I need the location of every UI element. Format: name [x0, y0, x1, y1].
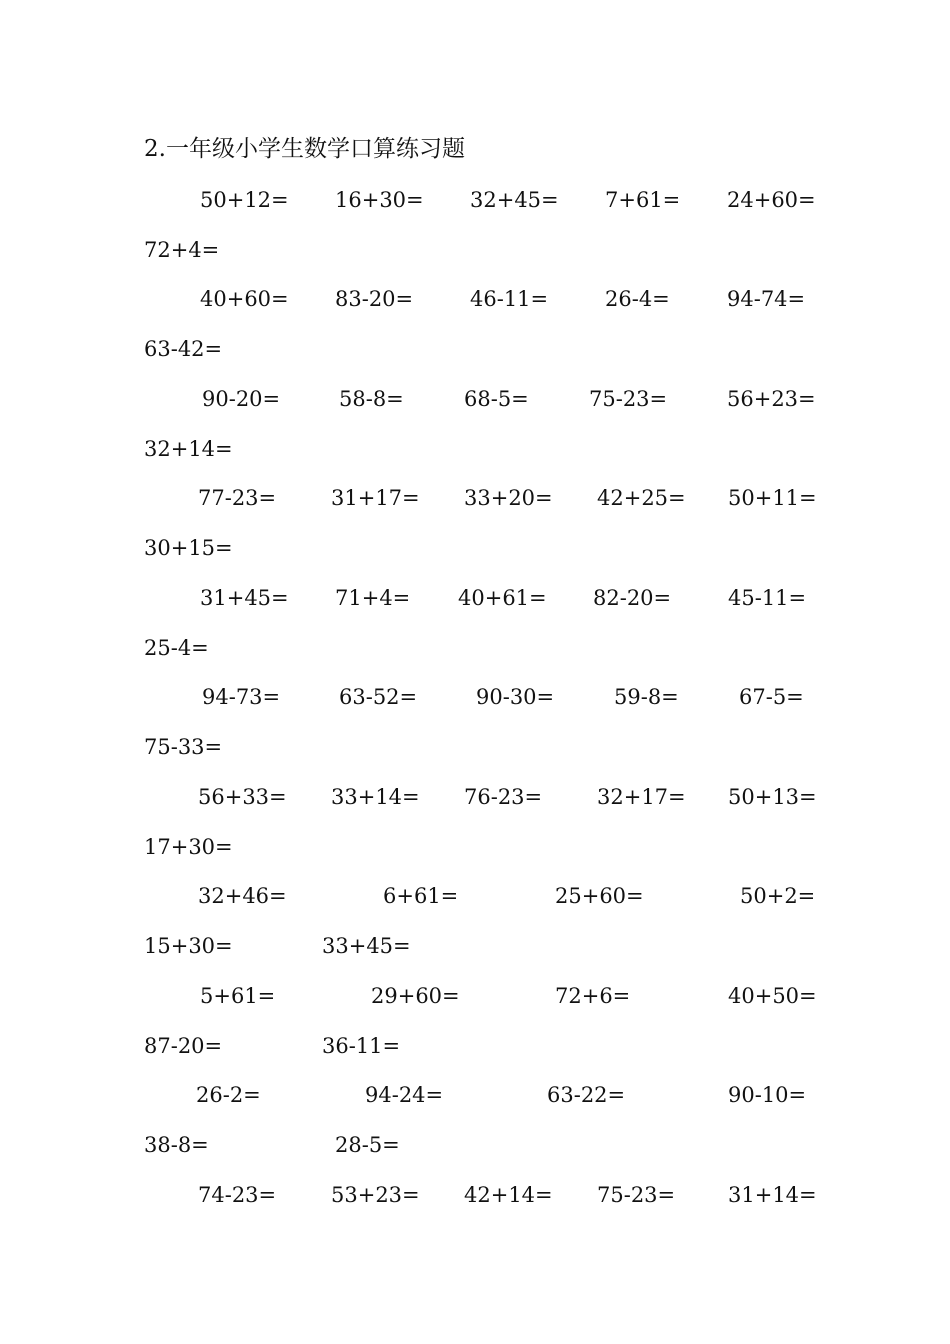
problem: 56+23= — [727, 387, 816, 411]
problem: 28-5= — [335, 1133, 400, 1157]
problem: 33+45= — [322, 934, 411, 958]
problem: 94-74= — [727, 287, 806, 311]
problem: 72+6= — [555, 984, 631, 1008]
problem: 33+14= — [331, 785, 420, 809]
problem: 46-11= — [470, 287, 549, 311]
problem: 63-42= — [144, 337, 223, 361]
problem: 71+4= — [335, 586, 411, 610]
problem: 59-8= — [614, 685, 679, 709]
problem: 63-52= — [339, 685, 418, 709]
problem: 74-23= — [198, 1183, 277, 1207]
problem: 56+33= — [198, 785, 287, 809]
problem: 63-22= — [547, 1083, 626, 1107]
problem: 77-23= — [198, 486, 277, 510]
problem: 32+45= — [470, 188, 559, 212]
problem: 6+61= — [383, 884, 459, 908]
problem: 17+30= — [144, 835, 233, 859]
problem: 50+11= — [728, 486, 817, 510]
problem: 90-20= — [202, 387, 281, 411]
problem: 26-4= — [605, 287, 670, 311]
problem: 42+25= — [597, 486, 686, 510]
problem: 26-2= — [196, 1083, 261, 1107]
problem: 24+60= — [727, 188, 816, 212]
problem: 90-30= — [476, 685, 555, 709]
problem: 50+13= — [728, 785, 817, 809]
problem: 32+17= — [597, 785, 686, 809]
problem: 33+20= — [464, 486, 553, 510]
problem: 67-5= — [739, 685, 804, 709]
problem: 29+60= — [371, 984, 460, 1008]
problem: 83-20= — [335, 287, 414, 311]
problem: 32+14= — [144, 437, 233, 461]
problem: 42+14= — [464, 1183, 553, 1207]
problem: 82-20= — [593, 586, 672, 610]
problem: 25-4= — [144, 636, 209, 660]
problem: 94-73= — [202, 685, 281, 709]
problem: 68-5= — [464, 387, 529, 411]
problem: 75-23= — [589, 387, 668, 411]
problem: 15+30= — [144, 934, 233, 958]
problem: 31+14= — [728, 1183, 817, 1207]
problem: 72+4= — [144, 238, 220, 262]
problem: 75-23= — [597, 1183, 676, 1207]
problem: 58-8= — [339, 387, 404, 411]
problem: 16+30= — [335, 188, 424, 212]
problem: 94-24= — [365, 1083, 444, 1107]
page-title: 2.一年级小学生数学口算练习题 — [144, 136, 465, 162]
problem: 40+50= — [728, 984, 817, 1008]
problem: 31+45= — [200, 586, 289, 610]
problem: 45-11= — [728, 586, 807, 610]
problem: 5+61= — [200, 984, 276, 1008]
problem: 40+60= — [200, 287, 289, 311]
problem: 30+15= — [144, 536, 233, 560]
problem: 90-10= — [728, 1083, 807, 1107]
problem: 38-8= — [144, 1133, 209, 1157]
problem: 25+60= — [555, 884, 644, 908]
problem: 50+2= — [740, 884, 816, 908]
problem: 32+46= — [198, 884, 287, 908]
problem: 7+61= — [605, 188, 681, 212]
problem: 50+12= — [200, 188, 289, 212]
problem: 31+17= — [331, 486, 420, 510]
problem: 76-23= — [464, 785, 543, 809]
problem: 40+61= — [458, 586, 547, 610]
problem: 87-20= — [144, 1034, 223, 1058]
problem: 36-11= — [322, 1034, 401, 1058]
problem: 75-33= — [144, 735, 223, 759]
problem: 53+23= — [331, 1183, 420, 1207]
